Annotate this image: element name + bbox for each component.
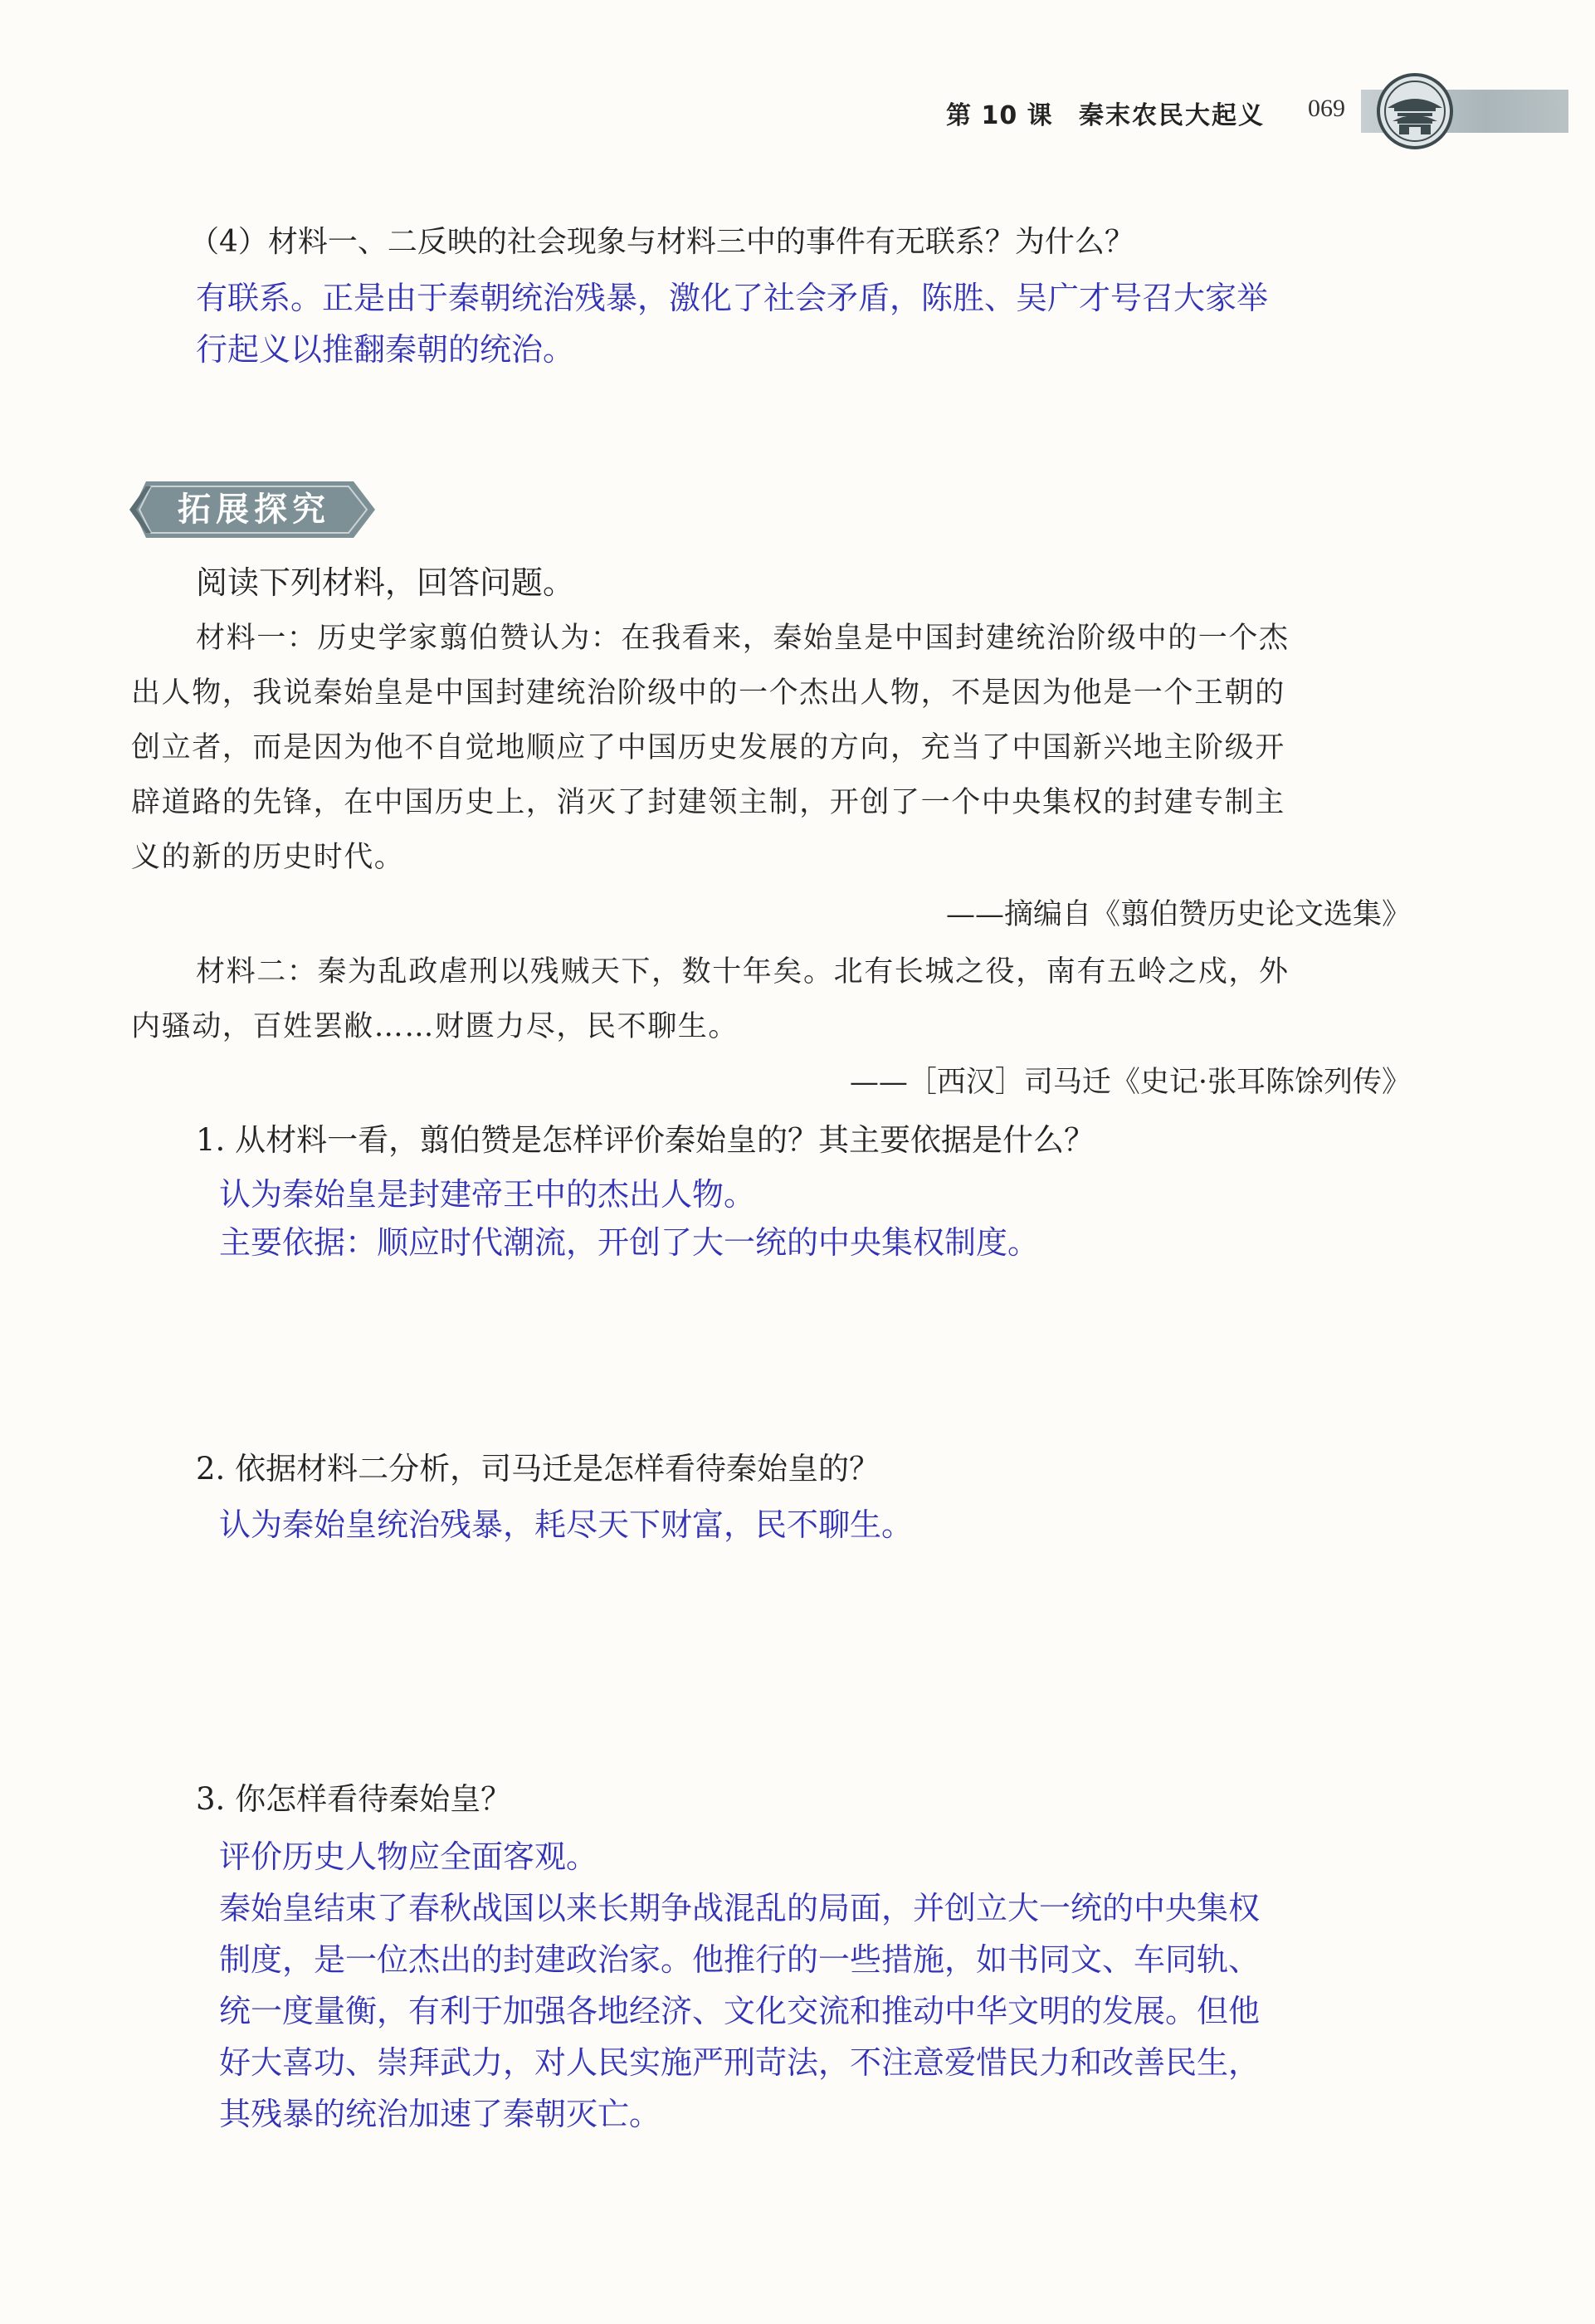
question-3-answer-line: 秦始皇结束了春秋战国以来长期争战混乱的局面，并创立大一统的中央集权 [219,1890,1261,1926]
material-1-line: 出人物，我说秦始皇是中国封建统治阶级中的一个杰出人物，不是因为他是一个王朝的 [131,676,1285,710]
material-1-line: 材料一：历史学家翦伯赞认为：在我看来，秦始皇是中国封建统治阶级中的一个杰 [196,622,1290,655]
question-4-answer-line: 有联系。正是由于秦朝统治残暴，激化了社会矛盾，陈胜、吴广才号召大家举 [196,280,1269,316]
question-2-text: 2. 依据材料二分析，司马迁是怎样看待秦始皇的？ [196,1451,880,1487]
question-3-answer-line: 其残暴的统治加速了秦朝灭亡。 [219,2096,661,2132]
reading-instruction: 阅读下列材料，回答问题。 [196,564,575,601]
question-3-answer-line: 好大喜功、崇拜武力，对人民实施严刑苛法，不注意爱惜民力和改善民生， [219,2044,1261,2081]
material-2-source: ——［西汉］司马迁《史记·张耳陈馀列传》 [849,1066,1411,1099]
question-3-answer-line: 统一度量衡，有利于加强各地经济、文化交流和推动中华文明的发展。但他 [219,1993,1261,2029]
lesson-title: 秦末农民大起义 [1079,101,1265,130]
material-1-source: ——摘编自《翦伯赞历史论文选集》 [945,898,1411,931]
material-2-line: 内骚动，百姓罢敝……财匮力尽，民不聊生。 [131,1010,739,1043]
page-number: 069 [1308,95,1345,122]
question-1-answer-line: 主要依据：顺应时代潮流，开创了大一统的中央集权制度。 [219,1224,1040,1261]
material-2-line: 材料二：秦为乱政虐刑以残贼天下，数十年矣。北有长城之役，南有五岭之戍，外 [196,955,1290,989]
material-1-line: 辟道路的先锋，在中国历史上，消灭了封建领主制，开创了一个中央集权的封建专制主 [131,786,1285,819]
question-1-answer-line: 认为秦始皇是封建帝王中的杰出人物。 [219,1176,756,1213]
question-3-answer-line: 制度，是一位杰出的封建政治家。他推行的一些措施，如书同文、车同轨、 [219,1941,1261,1978]
material-1-line: 创立者，而是因为他不自觉地顺应了中国历史发展的方向，充当了中国新兴地主阶级开 [131,731,1285,764]
question-4-text: （4）材料一、二反映的社会现象与材料三中的事件有无联系？为什么？ [189,225,1134,259]
question-1-text: 1. 从材料一看，翦伯赞是怎样评价秦始皇的？其主要依据是什么？ [196,1122,1095,1158]
material-1-line: 义的新的历史时代。 [131,841,405,874]
question-3-answer-line: 评价历史人物应全面客观。 [219,1838,598,1875]
question-2-answer-line: 认为秦始皇统治残暴，耗尽天下财富，民不聊生。 [219,1506,914,1543]
section-title: 拓展探究 [178,490,330,529]
question-3-text: 3. 你怎样看待秦始皇？ [196,1781,512,1817]
lesson-label: 第 10 课 [946,101,1053,130]
palace-emblem-icon [1369,71,1461,151]
question-4-answer-line: 行起义以推翻秦朝的统治。 [196,331,575,368]
